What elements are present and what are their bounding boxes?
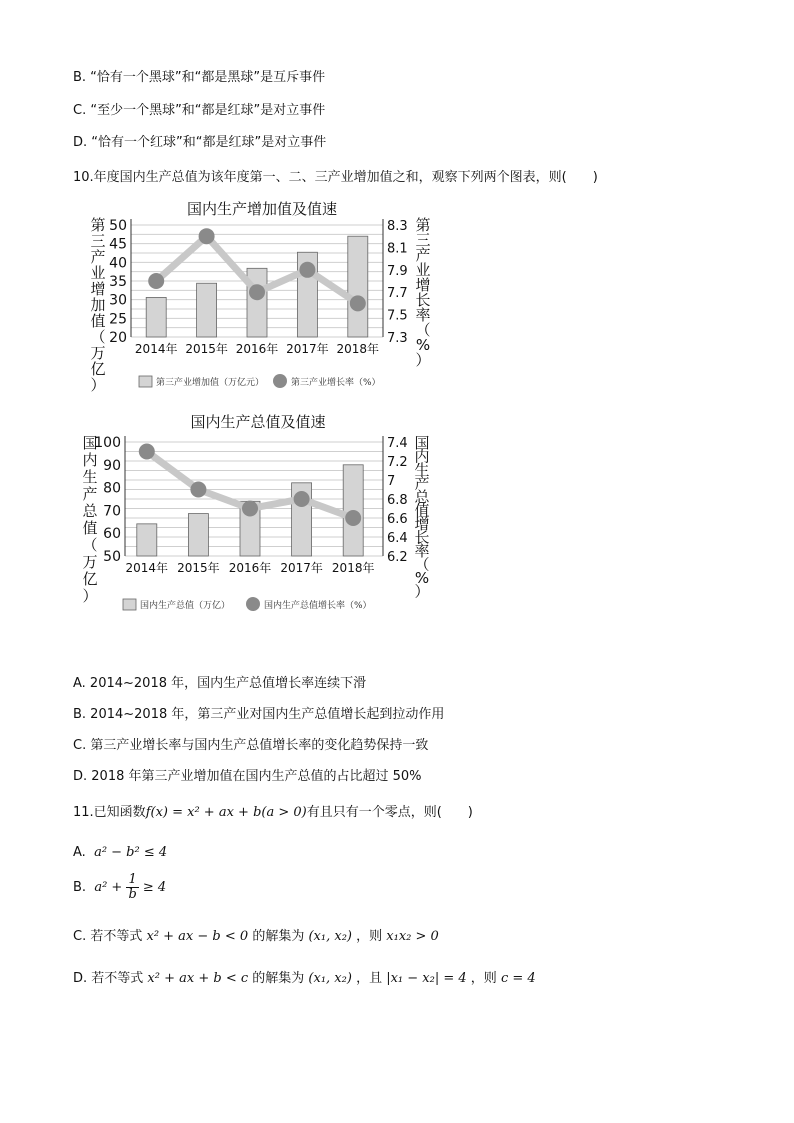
right-axis-label: 增 [414, 515, 430, 533]
right-axis-label: 长 [414, 528, 430, 547]
right-axis-label: 国 [414, 434, 430, 452]
x-tick-label: 2015年 [177, 561, 220, 575]
left-axis-label: 万 [82, 553, 98, 571]
q11-option-a-math: a² − b² ≤ 4 [94, 845, 168, 860]
bar [197, 283, 217, 337]
growth-point [242, 501, 258, 517]
left-axis-label: 值 [90, 312, 106, 330]
left-axis-label: 总 [82, 502, 98, 520]
q11-option-d-mid3: ，则 [470, 971, 497, 986]
right-tick-label: 7.4 [387, 436, 408, 451]
bar [146, 297, 166, 337]
right-tick-label: 8.3 [387, 219, 408, 234]
q11-option-c-prefix: C. 若不等式 [73, 929, 143, 944]
right-axis-label: 长 [415, 291, 431, 309]
q11-option-c-math2: (x₁, x₂) [308, 929, 352, 944]
right-tick-label: 7 [387, 474, 396, 489]
legend-line-swatch [246, 597, 260, 611]
right-axis-label: 业 [415, 261, 431, 279]
left-tick-label: 70 [103, 503, 121, 520]
q10-option-b: B. 2014~2018 年，第三产业对国内生产总值增长起到拉动作用 [73, 707, 445, 722]
left-axis-label: 生 [82, 468, 98, 486]
left-tick-label: 30 [109, 292, 127, 309]
x-tick-label: 2017年 [280, 561, 323, 575]
growth-point [139, 444, 155, 460]
q11-option-c [73, 925, 439, 944]
right-axis-label: 值 [414, 501, 430, 520]
growth-point [345, 510, 361, 526]
left-axis-label: ） [82, 587, 98, 605]
left-tick-label: 90 [103, 457, 121, 474]
bar [188, 514, 208, 556]
q11-stem-prefix: 11.已知函数 [73, 805, 146, 820]
bar [348, 236, 368, 337]
legend-bar-swatch [139, 376, 152, 387]
left-axis-label: 三 [90, 232, 106, 250]
q11-option-d-mid: 的解集为 [252, 971, 305, 986]
q11-option-b-fraction [126, 873, 138, 902]
q11-stem-math: f(x) = x² + ax + b(a > 0) [145, 805, 307, 820]
right-tick-label: 7.7 [387, 286, 408, 302]
right-tick-label: 6.2 [387, 550, 408, 565]
legend-line-label: 国内生产总值增长率（%） [264, 601, 372, 611]
left-axis-label: ） [90, 376, 106, 394]
q11-option-d-prefix: D. 若不等式 [73, 971, 144, 986]
left-axis-label: （ [82, 536, 98, 554]
legend-line-swatch [273, 374, 287, 388]
x-tick-label: 2016年 [228, 561, 272, 575]
right-tick-label: 6.8 [387, 493, 408, 508]
right-axis-label: 总 [414, 488, 430, 506]
bar [137, 524, 157, 556]
q11-option-d-mid2: ，且 [356, 971, 383, 986]
q11-option-b-math-b: ≥ 4 [142, 880, 167, 895]
q11-option-c-mid2: ，则 [356, 929, 383, 944]
left-tick-label: 40 [109, 255, 127, 272]
right-tick-label: 7.3 [387, 331, 408, 346]
growth-point [190, 482, 206, 498]
legend-bar-swatch [123, 599, 136, 610]
left-axis-label: 国 [82, 434, 98, 452]
q11-option-b-math-a: a² + [94, 880, 123, 895]
left-axis-label: 产 [82, 485, 98, 503]
x-tick-label: 2017年 [286, 342, 329, 356]
legend-line-label: 第三产业增长率（%） [291, 378, 381, 388]
q11-option-d [73, 967, 536, 986]
growth-point [148, 273, 164, 289]
growth-point [294, 491, 310, 507]
right-tick-label: 6.4 [387, 531, 408, 546]
left-tick-label: 80 [103, 480, 121, 497]
left-tick-label: 50 [109, 218, 127, 234]
right-tick-label: 6.6 [387, 512, 408, 527]
chart-tertiary-industry [0, 195, 460, 400]
x-tick-label: 2018年 [336, 342, 380, 356]
right-axis-label: 生 [414, 461, 430, 479]
right-axis-label: % [414, 569, 430, 587]
q11-stem [73, 801, 473, 820]
x-tick-label: 2014年 [125, 561, 169, 575]
fraction-denominator: b [128, 887, 137, 902]
left-axis-label: 万 [90, 344, 106, 362]
right-axis-label: % [415, 336, 431, 354]
fraction-numerator: 1 [128, 872, 137, 887]
left-axis-label: 增 [90, 280, 106, 298]
left-axis-label: 业 [90, 264, 106, 282]
right-axis-label: ） [414, 582, 430, 601]
q11-option-b-label: B. [73, 880, 87, 895]
q11-option-d-math3: |x₁ − x₂| = 4 [386, 971, 467, 986]
q11-option-d-math1: x² + ax + b < c [147, 971, 249, 986]
right-axis-label: 率 [414, 542, 430, 560]
right-axis-label: 三 [415, 231, 431, 249]
q11-option-b [73, 873, 166, 902]
q11-stem-suffix: 有且只有一个零点，则( ) [306, 805, 473, 820]
q10-option-d: D. 2018 年第三产业增加值在国内生产总值的占比超过 50% [73, 769, 422, 784]
left-axis-label: 加 [90, 296, 106, 314]
bar [247, 268, 267, 337]
q11-option-c-math3: x₁x₂ > 0 [386, 929, 439, 944]
right-tick-label: 7.9 [387, 263, 408, 279]
right-axis-label: 第 [415, 216, 431, 234]
left-axis-label: （ [90, 328, 106, 346]
left-axis-label: 产 [90, 248, 106, 266]
right-axis-label: （ [414, 555, 430, 574]
left-tick-label: 35 [109, 274, 127, 290]
left-axis-label: 值 [82, 519, 98, 537]
x-tick-label: 2018年 [331, 561, 375, 575]
q11-option-c-math1: x² + ax − b < 0 [146, 929, 249, 944]
right-axis-label: 产 [414, 474, 430, 493]
q10-option-a: A. 2014~2018 年，国内生产总值增长率连续下滑 [73, 676, 367, 691]
left-tick-label: 20 [109, 330, 127, 346]
left-axis-label: 内 [82, 451, 98, 469]
right-axis-label: 产 [415, 246, 431, 264]
q11-option-a-label: A. [73, 845, 86, 860]
left-tick-label: 60 [103, 526, 121, 543]
left-axis-label: 亿 [82, 570, 98, 588]
chart-title: 国内生产总值及值速 [190, 413, 326, 431]
right-axis-label: 内 [414, 447, 430, 466]
growth-point [199, 228, 215, 244]
legend-bar-label: 国内生产总值（万亿） [140, 601, 231, 611]
right-axis-label: （ [415, 321, 431, 339]
right-axis-label: 率 [415, 306, 431, 324]
q10-stem: 10.年度国内生产总值为该年度第一、二、三产业增加值之和，观察下列两个图表，则( ) [73, 170, 598, 185]
x-tick-label: 2014年 [134, 342, 178, 356]
q9-option-b: B. “恰有一个黑球”和“都是黑球”是互斥事件 [73, 70, 326, 85]
growth-point [249, 284, 265, 300]
legend-bar-label: 第三产业增加值（万亿元） [156, 378, 265, 388]
q10-option-c: C. 第三产业增长率与国内生产总值增长率的变化趋势保持一致 [73, 738, 429, 753]
growth-point [350, 295, 366, 311]
q11-option-c-mid: 的解集为 [252, 929, 305, 944]
q11-option-d-math4: c = 4 [500, 971, 536, 986]
left-tick-label: 45 [109, 236, 127, 253]
right-axis-label: 增 [415, 276, 431, 294]
right-tick-label: 8.1 [387, 241, 408, 257]
chart-title: 国内生产增加值及值速 [186, 200, 338, 218]
q11-option-a [73, 845, 167, 860]
left-tick-label: 100 [94, 435, 121, 451]
growth-point [299, 262, 315, 278]
x-tick-label: 2015年 [185, 342, 228, 356]
chart-gdp [0, 408, 460, 618]
q11-option-d-math2: (x₁, x₂) [308, 971, 352, 986]
right-tick-label: 7.2 [387, 455, 408, 470]
left-axis-label: 亿 [90, 360, 106, 378]
left-tick-label: 50 [103, 549, 121, 565]
left-tick-label: 25 [109, 311, 127, 328]
right-tick-label: 7.5 [387, 308, 408, 324]
left-axis-label: 第 [90, 216, 106, 234]
q9-option-c: C. “至少一个黑球”和“都是红球”是对立事件 [73, 103, 326, 118]
right-axis-label: ） [415, 351, 431, 369]
x-tick-label: 2016年 [235, 342, 279, 356]
q9-option-d: D. “恰有一个红球”和“都是红球”是对立事件 [73, 135, 327, 150]
